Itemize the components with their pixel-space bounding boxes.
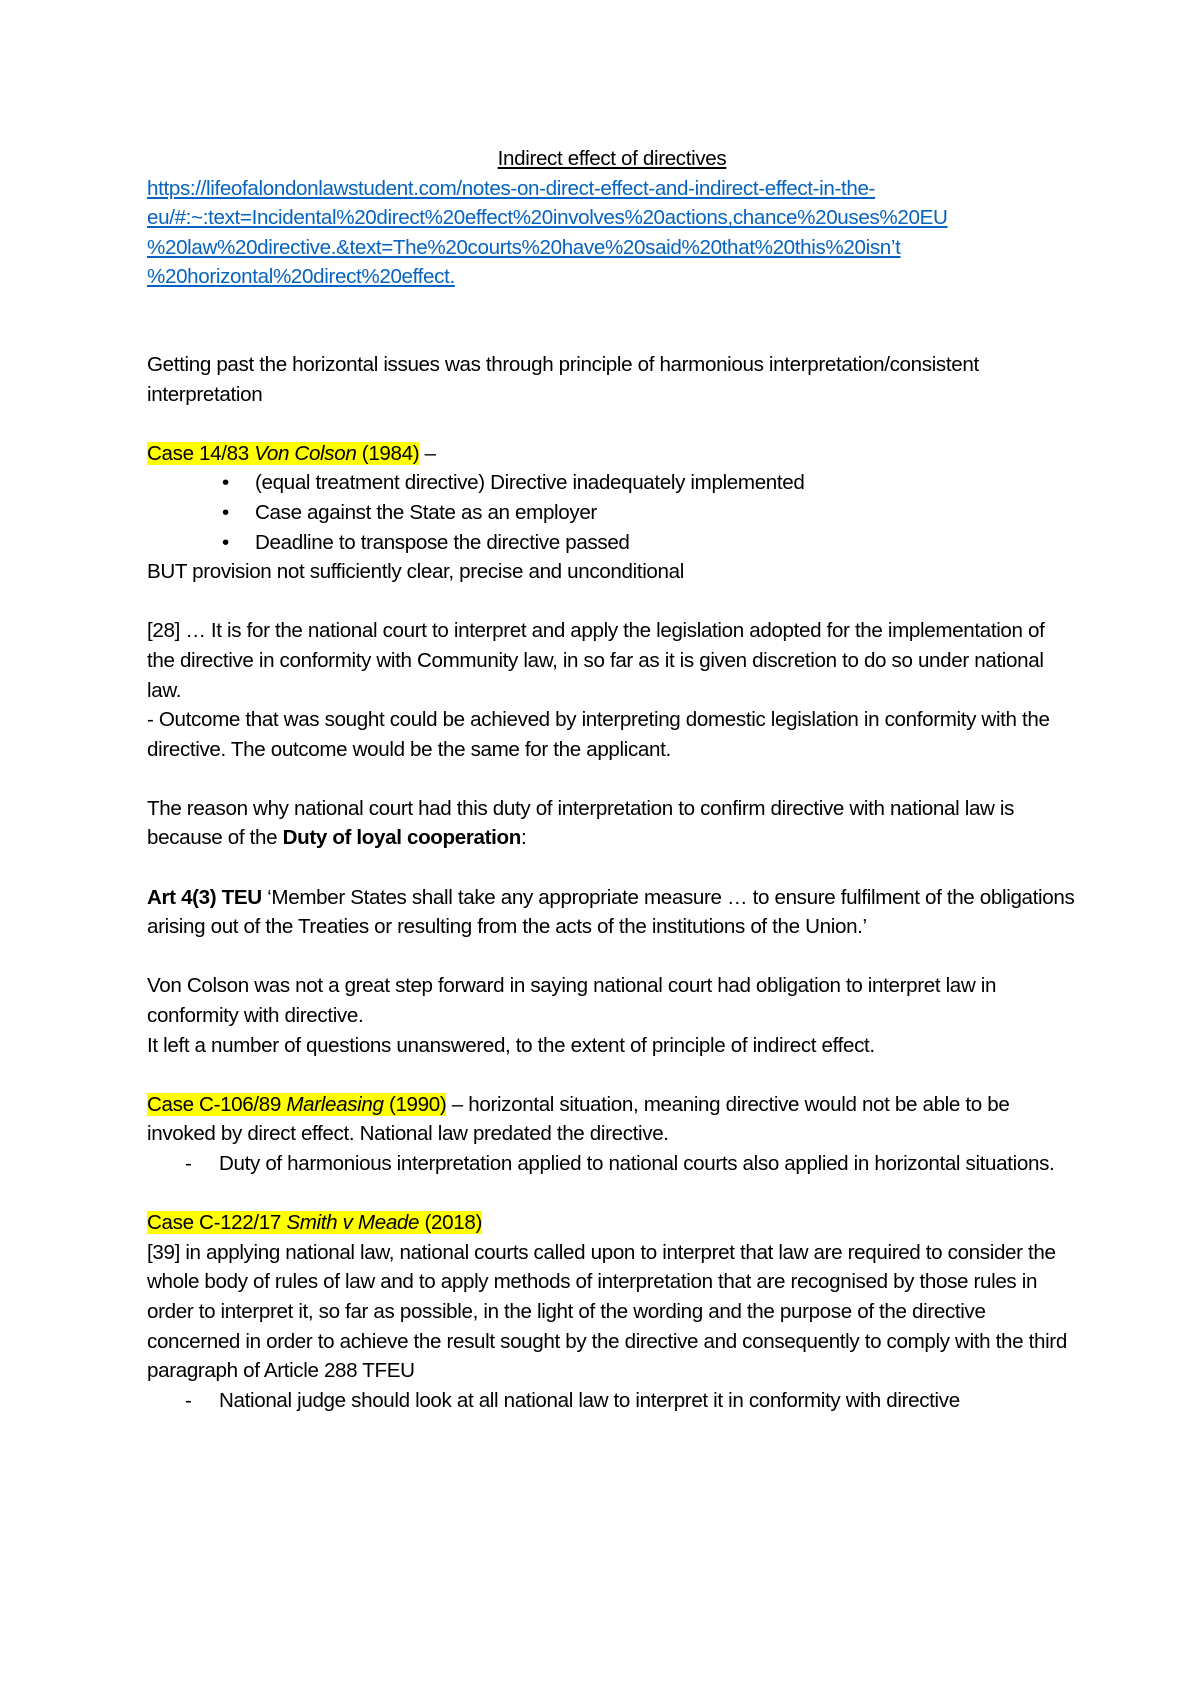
duty-loyal-cooperation: Duty of loyal cooperation: [282, 826, 521, 850]
art-reference: Art 4(3) TEU: [147, 885, 262, 909]
case-name: Smith v Meade: [286, 1211, 420, 1235]
smith-heading: [147, 1208, 1077, 1238]
paragraph-39: [39] in applying national law, national courts called upon to interpret that law are required to consider the whole body of rules of law and to apply methods of interpretation that are recognised by those rules in order to interpret it, so far as possible, in the light of the wording and the purpose of the directive concerned in order to achieve the result sought by the directive and consequently to comply with the third paragraph of Article 288 TFEU: [147, 1240, 1067, 1383]
case-citation-highlight: Case C-106/89 Marleasing (1990): [147, 1092, 447, 1116]
source-link-line[interactable]: https://lifeofalondonlawstudent.com/notes-on-direct-effect-and-indirect-effect-in-the-: [147, 176, 876, 200]
marleasing-dash-list: [147, 1149, 1077, 1179]
list-item: • Case against the State as an employer: [255, 498, 1077, 528]
document-body: [147, 144, 1077, 1415]
case-name: Von Colson: [254, 441, 357, 465]
source-link-line[interactable]: eu/#:~:text=Incidental%20direct%20effect%20involves%20actions,chance%20uses%20EU: [147, 206, 948, 230]
von-colson-heading: Case 14/83 Von Colson (1984) –: [147, 441, 436, 465]
smith-dash-list: [147, 1386, 1077, 1416]
page-title: Indirect effect of directives: [497, 147, 727, 170]
case-name: Marleasing: [286, 1092, 384, 1116]
case-citation-highlight: Case C-122/17 Smith v Meade (2018): [147, 1211, 482, 1235]
list-item: - Duty of harmonious interpretation applied to national courts also applied in horizontal situations.: [219, 1149, 1077, 1179]
list-item: • (equal treatment directive) Directive inadequately implemented: [255, 468, 1077, 498]
but-line: BUT provision not sufficiently clear, precise and unconditional: [147, 560, 684, 584]
list-item: - National judge should look at all national law to interpret it in conformity with directive: [219, 1386, 1077, 1416]
art-4-3-quote: Art 4(3) TEU ‘Member States shall take any appropriate measure … to ensure fulfilment of the obligations arising out of the Treaties or resulting from the acts of the institutions of the Union.’: [147, 885, 1075, 939]
intro-paragraph: Getting past the horizontal issues was through principle of harmonious interpretation/consistent interpretation: [147, 352, 979, 406]
von-colson-bullets: [147, 468, 1077, 557]
marleasing-heading: Case C-106/89 Marleasing (1990) – horizontal situation, meaning directive would not be able to be invoked by direct effect. National law predated the directive.: [147, 1092, 1010, 1146]
paragraph-28: [28] … It is for the national court to interpret and apply the legislation adopted for the implementation of the directive in conformity with Community law, in so far as it is given discretion to do so under national law.: [147, 619, 1045, 702]
reason-paragraph: The reason why national court had this duty of interpretation to confirm directive with national law is because of the Duty of loyal cooperation:: [147, 796, 1015, 850]
source-link-line[interactable]: %20horizontal%20direct%20effect.: [147, 265, 455, 289]
questions-paragraph: It left a number of questions unanswered, to the extent of principle of indirect effect.: [147, 1033, 875, 1057]
case-citation-highlight: Case 14/83 Von Colson (1984): [147, 441, 420, 465]
outcome-paragraph: - Outcome that was sought could be achieved by interpreting domestic legislation in conformity with the directive. The outcome would be the same for the applicant.: [147, 708, 1050, 761]
source-link-line[interactable]: %20law%20directive.&text=The%20courts%20have%20said%20that%20this%20isn’t: [147, 235, 901, 259]
step-forward-paragraph: Von Colson was not a great step forward in saying national court had obligation to interpret law in conformity with directive.: [147, 974, 997, 1028]
list-item: • Deadline to transpose the directive passed: [255, 528, 1077, 558]
source-link[interactable]: [147, 174, 1077, 292]
